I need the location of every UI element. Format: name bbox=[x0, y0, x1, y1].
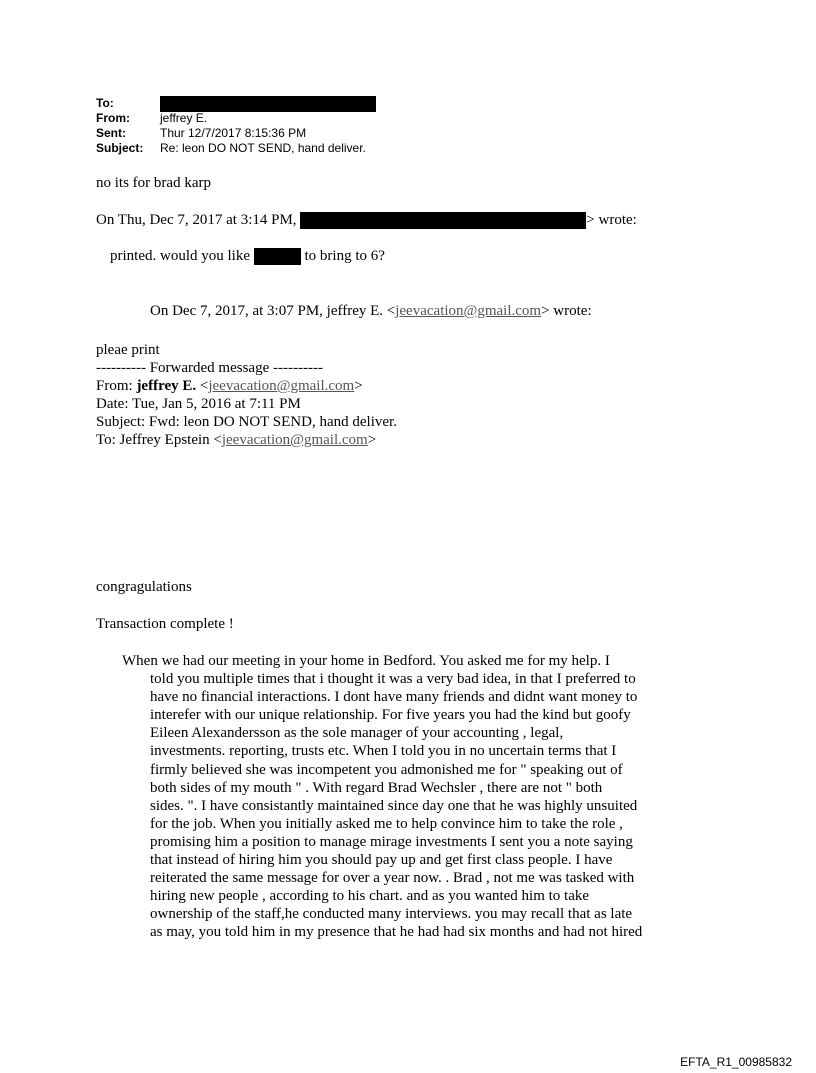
body-line: investments. reporting, trusts etc. When I told you in no uncertain terms that I bbox=[150, 743, 617, 760]
quote-header-1 bbox=[96, 211, 637, 229]
document-id: EFTA_R1_00985832 bbox=[680, 1055, 792, 1069]
quote2-prefix: On Dec 7, 2017, at 3:07 PM, jeffrey E. < bbox=[150, 303, 396, 319]
body-line: sides. ". I have consistantly maintained since day one that he was highly unsuited bbox=[150, 797, 638, 814]
header-from-row bbox=[96, 111, 207, 126]
forwarded-date: Date: Tue, Jan 5, 2016 at 7:11 PM bbox=[96, 396, 301, 412]
body-line: Eileen Alexandersson as the sole manager of your accounting , legal, bbox=[150, 725, 564, 742]
body-paragraph bbox=[122, 652, 682, 942]
body-line: both sides of my mouth " . With regard Brad Wechsler , there are not " both bbox=[150, 779, 603, 796]
quote1-suffix: > wrote: bbox=[586, 212, 637, 228]
quote2-suffix: > wrote: bbox=[541, 303, 592, 319]
from-prefix: From: bbox=[96, 378, 137, 394]
reply2-after: to bring to 6? bbox=[300, 248, 385, 264]
subject-value: Re: leon DO NOT SEND, hand deliver. bbox=[160, 141, 366, 155]
redaction-to bbox=[160, 96, 376, 112]
from-name: jeffrey E. bbox=[136, 378, 197, 394]
sent-label: Sent: bbox=[96, 126, 126, 140]
sent-value: Thur 12/7/2017 8:15:36 PM bbox=[160, 126, 307, 140]
quote-header-2 bbox=[150, 302, 592, 320]
transaction-text: Transaction complete ! bbox=[96, 616, 234, 632]
body-line: reiterated the same message for over a year now. . Brad , not me was tasked with bbox=[150, 870, 635, 887]
body-line: When we had our meeting in your home in Bedford. You asked me for my help. I bbox=[122, 653, 610, 669]
subject-label: Subject: bbox=[96, 141, 144, 155]
body-line: interefer with our unique relationship. For five years you had the kind but goofy bbox=[150, 707, 631, 724]
quote2-email-link[interactable]: jeevacation@gmail.com bbox=[395, 303, 542, 319]
body-line: have no financial interactions. I dont have many friends and didnt want money to bbox=[150, 689, 638, 706]
body-line: firmly believed she was incompetent you admonished me for " speaking out of bbox=[150, 761, 623, 778]
reply2-before: printed. would you like bbox=[110, 248, 254, 264]
body-line: that instead of hiring him you should pay up and get first class people. I have bbox=[150, 852, 613, 869]
congrats-text: congragulations bbox=[96, 579, 192, 595]
redaction-name bbox=[254, 248, 301, 265]
to-suffix: > bbox=[367, 432, 377, 448]
header-to-row bbox=[96, 96, 376, 112]
please-print: pleae print bbox=[96, 342, 160, 358]
header-sent-row bbox=[96, 126, 306, 141]
body-line: promising him a position to manage mirage investments I sent you a note saying bbox=[150, 833, 633, 850]
to-label: To: bbox=[96, 96, 114, 111]
forwarded-to bbox=[96, 431, 376, 449]
quote1-prefix: On Thu, Dec 7, 2017 at 3:14 PM, bbox=[96, 212, 301, 228]
quoted-reply bbox=[110, 247, 385, 265]
forwarded-subject: Subject: Fwd: leon DO NOT SEND, hand deliver. bbox=[96, 414, 397, 430]
from-label: From: bbox=[96, 111, 130, 125]
reply-text: no its for brad karp bbox=[96, 175, 211, 191]
to-prefix: To: Jeffrey Epstein < bbox=[96, 432, 222, 448]
redaction-sender bbox=[300, 212, 586, 229]
body-line: for the job. When you initially asked me to help convince him to take the role , bbox=[150, 815, 623, 832]
from-email-link[interactable]: jeevacation@gmail.com bbox=[208, 378, 355, 394]
to-email-link[interactable]: jeevacation@gmail.com bbox=[221, 432, 368, 448]
forwarded-from bbox=[96, 377, 363, 395]
from-value: jeffrey E. bbox=[160, 111, 208, 125]
from-email-open: < bbox=[196, 378, 209, 394]
body-line: ownership of the staff,he conducted many interviews. you may recall that as late bbox=[150, 906, 633, 923]
body-line: told you multiple times that i thought it was a very bad idea, in that I preferred to bbox=[150, 671, 636, 688]
from-email-close: > bbox=[354, 378, 363, 394]
header-subject-row bbox=[96, 141, 366, 156]
forwarded-divider: ---------- Forwarded message ---------- bbox=[96, 360, 323, 376]
body-line: hiring new people , according to his chart. and as you wanted him to take bbox=[150, 888, 590, 905]
body-line: as may, you told him in my presence that he had had six months and had not hired bbox=[150, 924, 643, 941]
